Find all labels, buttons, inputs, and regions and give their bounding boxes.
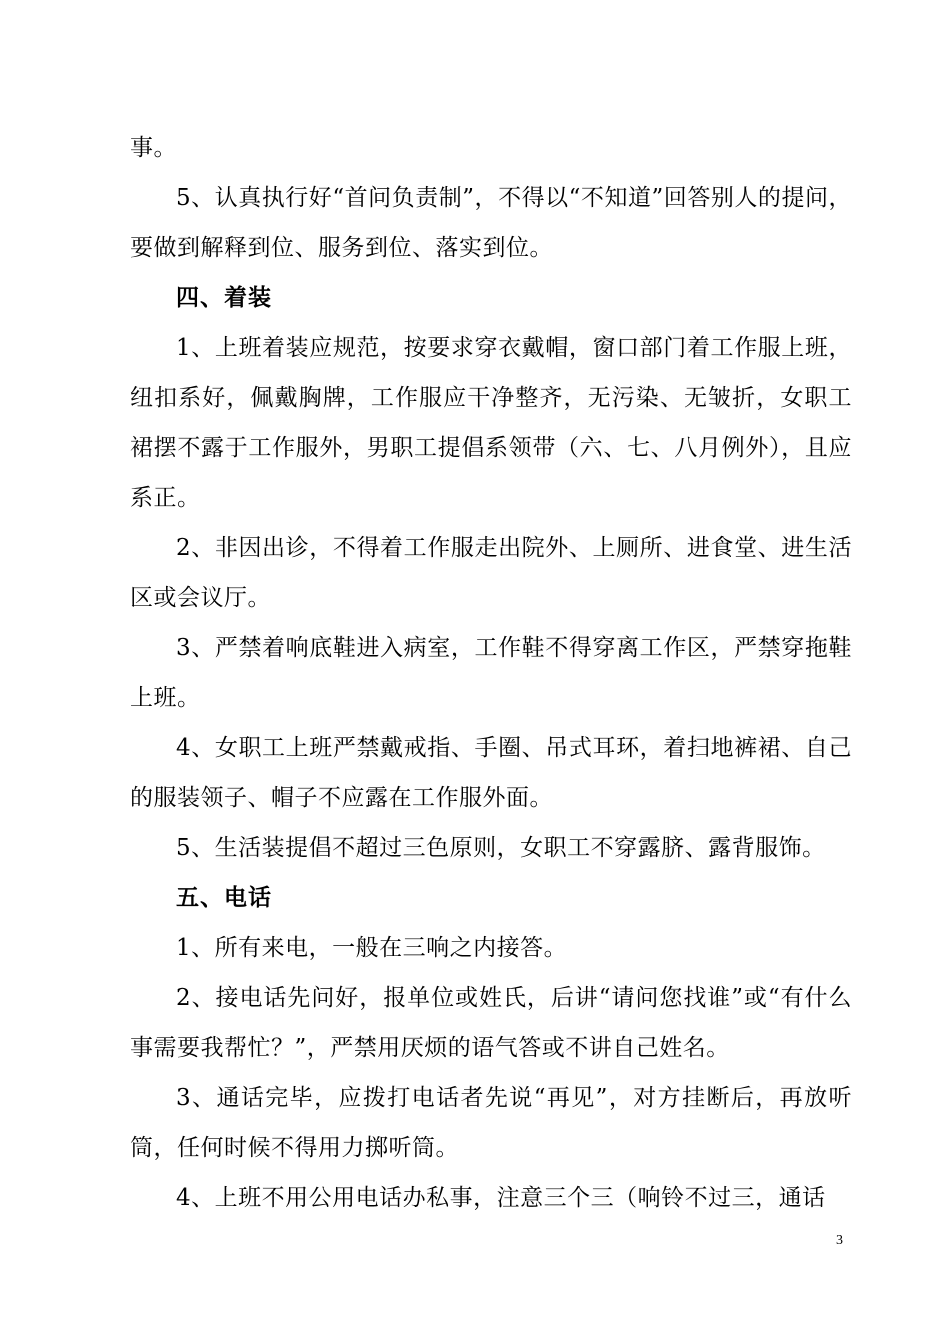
paragraph-dress-4: 4、女职工上班严禁戴戒指、手圈、吊式耳环，着扫地裤裙、自己的服装领子、帽子不应露在工作服外面。 [130, 735, 852, 811]
paragraph-phone-2: 2、接电话先问好，报单位或姓氏，后讲“请问您找谁”或“有什么事需要我帮忙？”，严禁用厌烦的语气答或不讲自己姓名。 [130, 985, 852, 1061]
paragraph-dress-1: 1、上班着装应规范，按要求穿衣戴帽，窗口部门着工作服上班，纽扣系好，佩戴胸牌，工作服应干净整齐，无污染、无皱折，女职工裙摆不露于工作服外，男职工提倡系领带（六、七、八月例外），且应系正。 [130, 335, 852, 511]
section-heading-phone: 五、电话 [176, 884, 272, 911]
paragraph-phone-1: 1、所有来电，一般在三响之内接答。 [176, 935, 568, 961]
paragraph-service-5: 5、认真执行好“首问负责制”，不得以“不知道”回答别人的提问，要做到解释到位、服务到位、落实到位。 [130, 185, 852, 261]
page-number: 3 [836, 1233, 843, 1248]
continuation-text: 事。 [130, 135, 177, 161]
paragraph-dress-5: 5、生活装提倡不超过三色原则，女职工不穿露脐、露背服饰。 [176, 835, 826, 861]
paragraph-dress-3: 3、严禁着响底鞋进入病室，工作鞋不得穿离工作区，严禁穿拖鞋上班。 [130, 635, 852, 711]
paragraph-dress-2: 2、非因出诊，不得着工作服走出院外、上厕所、进食堂、进生活区或会议厅。 [130, 535, 852, 611]
section-heading-dress: 四、着装 [176, 284, 272, 311]
paragraph-phone-4: 4、上班不用公用电话办私事，注意三个三（响铃不过三，通话 [176, 1185, 826, 1211]
paragraph-phone-3: 3、通话完毕，应拨打电话者先说“再见”，对方挂断后，再放听筒，任何时候不得用力掷听筒。 [130, 1085, 852, 1161]
